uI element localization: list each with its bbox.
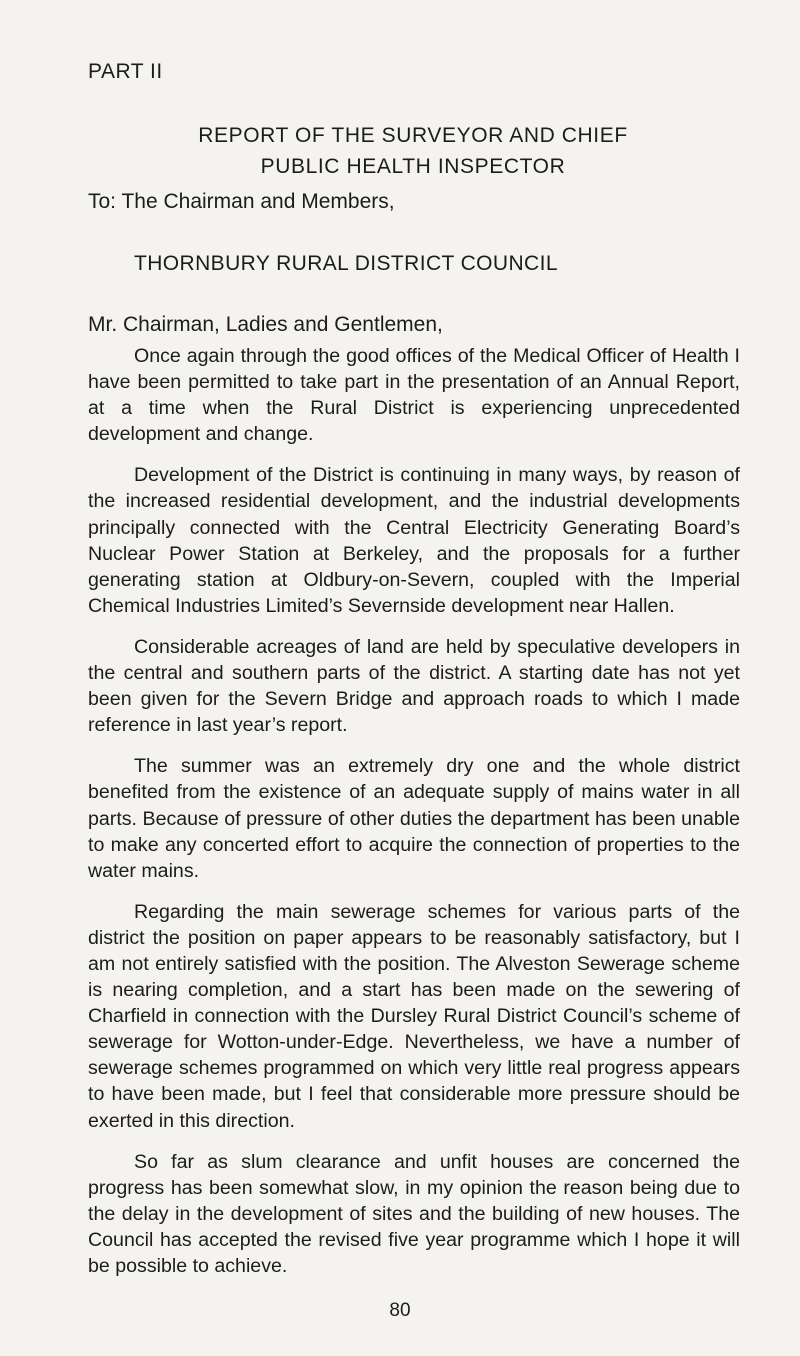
paragraph-6: So far as slum clearance and unfit houses are concerned the progress has been somewhat slow, in my opinion the reason being due to the delay in the development of sites and the building of new houses. The Council has accepted the revised five year programme which I hope it will be possible to achieve. (88, 1150, 740, 1277)
paragraph-3: Considerable acreages of land are held by speculative developers in the central and southern parts of the district. A starting date has not yet been given for the Severn Bridge and approach roads to which I made reference in last year’s report. (88, 635, 740, 737)
report-title (88, 120, 738, 182)
report-title-line-1: REPORT OF THE SURVEYOR AND CHIEF (198, 124, 628, 147)
report-body (88, 343, 740, 1294)
part-label: PART II (88, 60, 163, 83)
council-name: THORNBURY RURAL DISTRICT COUNCIL (134, 252, 558, 275)
page-number: 80 (389, 1300, 411, 1321)
addressee-line: To: The Chairman and Members, (88, 190, 395, 213)
paragraph-4: The summer was an extremely dry one and the whole district benefited from the existence of an adequate supply of mains water in all parts. Because of pressure of other duties the department has been unable to make any concerted effort to acquire the connection of properties to the water mains. (88, 755, 740, 882)
report-title-line-2: PUBLIC HEALTH INSPECTOR (260, 155, 566, 178)
paragraph-2: Development of the District is continuing in many ways, by reason of the increased residential development, and the industrial developments principally connected with the Central Electricity Generating Board’s Nuclear Power Station at Berkeley, and the proposals for a further generating station at Oldbury-on-Severn, coupled with the Imperial Chemical Industries Limited’s Severnside development near Hallen. (88, 464, 740, 617)
salutation: Mr. Chairman, Ladies and Gentlemen, (88, 313, 443, 336)
paragraph-5: Regarding the main sewerage schemes for various parts of the district the position on paper appears to be reasonably satisfactory, but I am not entirely satisfied with the position. The Alveston Sewerage scheme is nearing completion, and a start has been made on the sewering of Charfield in connection with the Dursley Rural District Council’s scheme of sewerage for Wotton-under-Edge. Nevertheless, we have a number of sewerage schemes programmed on which very little real progress appears to have been made, but I feel that considerable more pressure should be exerted in this direction. (88, 900, 740, 1132)
paragraph-1: Once again through the good offices of the Medical Officer of Health I have been permitted to take part in the presentation of an Annual Report, at a time when the Rural District is experiencing unprecedented development and change. (88, 345, 740, 446)
